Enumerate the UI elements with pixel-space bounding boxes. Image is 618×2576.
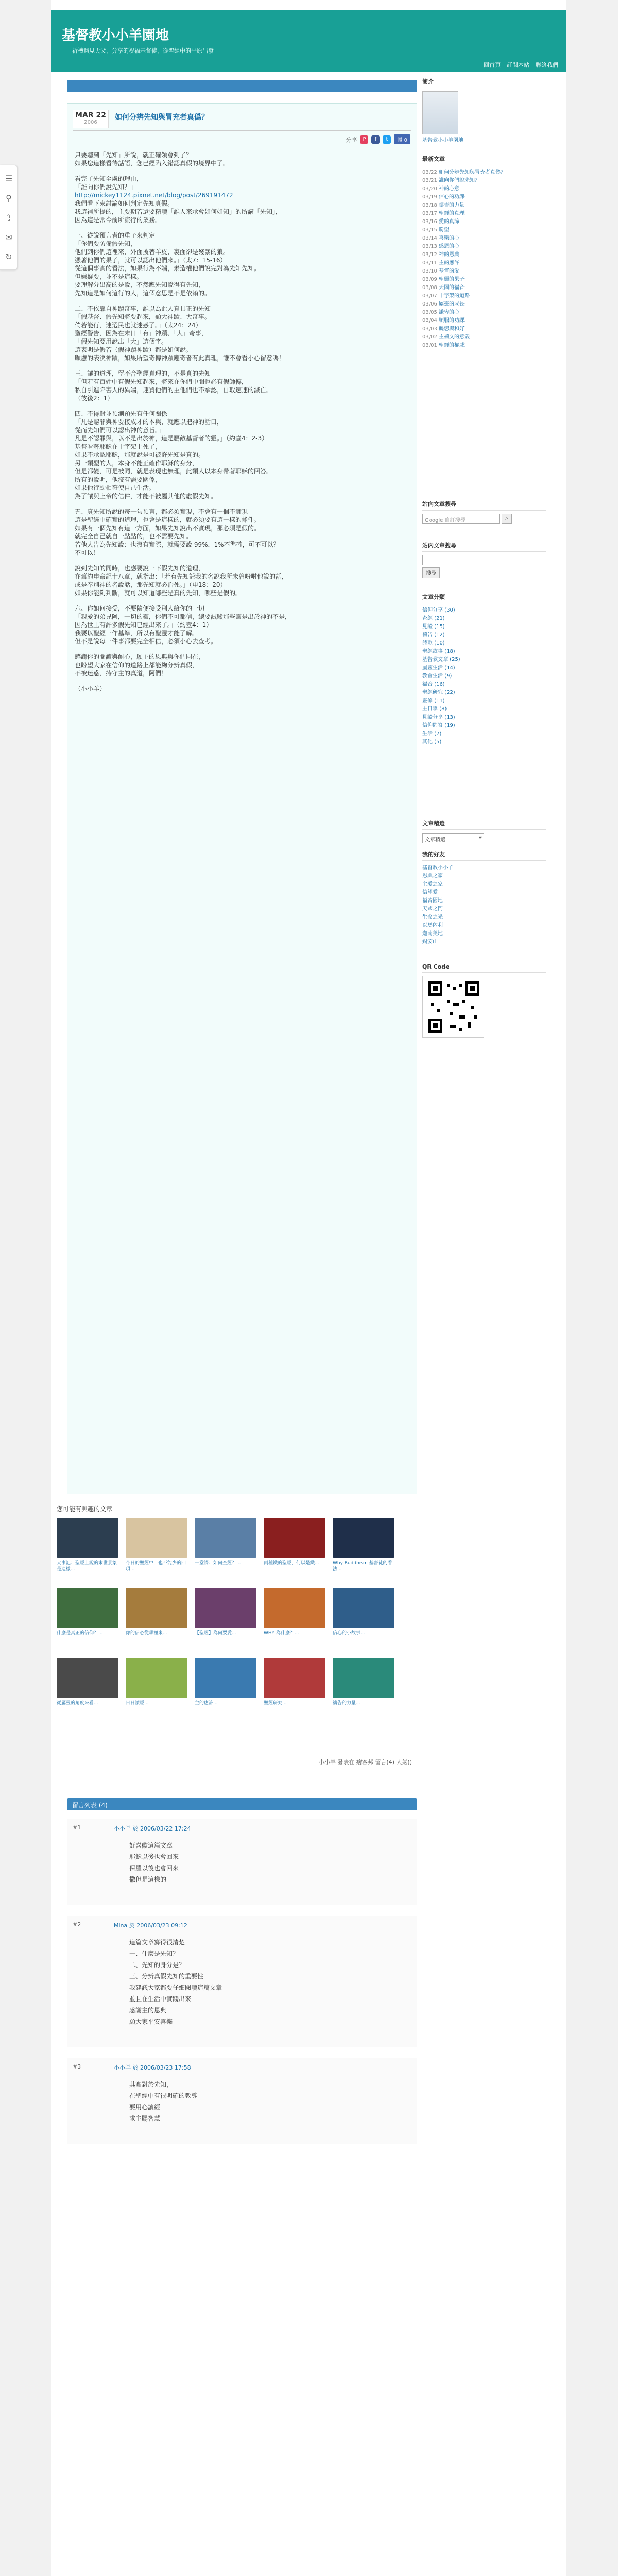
comment-line: 二、先知的身分是？ xyxy=(129,1961,185,1969)
post-line: 聖經警告，因為在末日「有」神蹟、「大」奇事， xyxy=(75,330,208,337)
recent-post-item[interactable] xyxy=(422,218,546,226)
related-thumbnail[interactable] xyxy=(57,1518,118,1558)
post-line: 他們到你們這裡來，外面披著羊皮，裏面卻是殘暴的狼。 xyxy=(75,248,230,256)
page xyxy=(52,0,566,2576)
post-line: 如果他行動相符使自己生活。 xyxy=(75,484,156,492)
category-item[interactable]: 屬靈生活 (14) xyxy=(422,665,455,671)
related-thumbnail[interactable] xyxy=(264,1658,325,1698)
related-item[interactable] xyxy=(195,1518,256,1579)
post-line: 這是聖經中確實的道理，也會是這樣的，就必須要有這一樣的條件。 xyxy=(75,516,261,523)
qr-title: QR Code xyxy=(422,963,546,973)
recent-post-item[interactable] xyxy=(422,276,546,284)
related-item[interactable] xyxy=(333,1588,394,1649)
search-input[interactable]: Google 自訂搜尋 xyxy=(422,514,500,524)
recent-post-item[interactable] xyxy=(422,284,546,292)
recent-post-item[interactable] xyxy=(422,267,546,276)
post-line: 倘若能行，連選民也就迷惑了。」（太24：24） xyxy=(75,321,202,329)
post-line: 但不是說每一件事都要完全相信，必須小心去查考。 xyxy=(75,638,217,645)
comment-item xyxy=(67,1819,417,1905)
post-line: 若他人告為先知說：也沒有實際，就需要說 99%，1%不準確，可不可以？ xyxy=(75,541,280,548)
recent-post-item-date: 03/01 xyxy=(422,343,437,348)
post-line: 因為這是常今前所流行的業務。 xyxy=(75,216,162,224)
recent-post-item-date: 03/10 xyxy=(422,268,437,274)
search2-title: 站內文章搜尋 xyxy=(422,541,546,552)
post-line: 說到先知的同時，也應要說一下假先知的道理， xyxy=(75,565,205,572)
recent-post-item[interactable] xyxy=(422,300,546,309)
related-item[interactable] xyxy=(264,1518,325,1579)
comment-line: 我建議大家都要仔細閱讀這篇文章 xyxy=(129,1984,222,1991)
recent-post-item-title[interactable]: 誰向你們說先知？ xyxy=(439,178,480,183)
recent-post-item-date: 03/12 xyxy=(422,252,437,258)
related-articles xyxy=(52,1504,412,1752)
related-item[interactable] xyxy=(126,1658,187,1719)
recent-post-item-title[interactable]: 聖靈的果子 xyxy=(439,277,465,282)
friend-item[interactable]: 福音園地 xyxy=(422,898,443,904)
recent-post-item-date: 03/15 xyxy=(422,227,437,233)
comment-meta[interactable]: 小小羊 於 2006/03/23 17:58 xyxy=(114,2064,191,2071)
post-paragraph xyxy=(75,604,409,646)
recent-post-item[interactable] xyxy=(422,185,546,193)
comment-line: 耶穌以後也會回來 xyxy=(129,1853,179,1860)
main-nav-strip xyxy=(67,80,417,92)
recent-title: 最新文章 xyxy=(422,155,546,165)
post-line: 「假基督、假先知將要起來，顯大神蹟、大奇事。 xyxy=(75,313,211,320)
related-thumbnail[interactable] xyxy=(57,1658,118,1698)
related-caption[interactable]: 主的應許... xyxy=(195,1701,218,1706)
related-thumbnail[interactable] xyxy=(333,1518,394,1558)
category-item[interactable]: 主日學 (8) xyxy=(422,706,447,712)
comment-number: #1 xyxy=(73,1824,81,1831)
recent-post-item-date: 03/14 xyxy=(422,235,437,241)
category-item[interactable]: 查經 (21) xyxy=(422,616,445,621)
header-links xyxy=(484,61,558,69)
google-search xyxy=(422,514,546,524)
recent-post-item-title[interactable]: 聖經的權威 xyxy=(439,343,465,348)
post-line: 從而先知們可以認出神的意旨。」 xyxy=(75,427,165,434)
comment-text xyxy=(129,1937,397,2027)
friend-item[interactable]: 生命之光 xyxy=(422,914,443,920)
category-list xyxy=(422,606,546,747)
share-label: 分享 xyxy=(346,136,357,143)
recent-post-item-title[interactable]: 屬靈的成長 xyxy=(439,301,465,307)
comment-line: 撒但是這樣的 xyxy=(129,1876,167,1883)
recent-post-item-title[interactable]: 饒恕與和好 xyxy=(439,326,465,332)
comment-text xyxy=(129,1840,397,1885)
post-line: 私自引進陷害人的異端，連買他們的主他們也不承認，自取速速的滅亡。 xyxy=(75,386,273,394)
related-item[interactable] xyxy=(57,1588,118,1649)
site-search-input[interactable] xyxy=(422,555,525,565)
post-paragraph xyxy=(75,369,409,402)
post-line: 所有的說明，他沒有需要關係， xyxy=(75,476,162,483)
post-line: 二、不依靠自神蹟奇事，誰以為此人真具正的先知 xyxy=(75,305,211,312)
recent-post-item[interactable] xyxy=(422,201,546,210)
related-item[interactable] xyxy=(264,1658,325,1719)
sidebar-friends xyxy=(422,850,546,946)
menu-icon[interactable]: ☰ xyxy=(5,173,13,183)
recent-post-item[interactable] xyxy=(422,243,546,251)
comment-line: 感謝主的恩典 xyxy=(129,2007,167,2014)
chat-icon[interactable]: ✉ xyxy=(5,232,12,242)
recent-post-item[interactable] xyxy=(422,193,546,201)
recent-post-item-title[interactable]: 十字架的道路 xyxy=(439,293,470,299)
post-paragraph xyxy=(75,564,409,597)
blog-title[interactable]: 基督教小小羊園地 xyxy=(62,28,169,43)
post-line: 「凡是認罪與神要接成才的本與，就應以把神的話口， xyxy=(75,418,224,426)
related-caption[interactable]: 今日的聖經中，也不能少的四項... xyxy=(126,1561,186,1572)
comment-meta[interactable]: Mina 於 2006/03/23 09:12 xyxy=(114,1922,187,1929)
post-line: 我這裡所提的，主要期若還要精讀「誰人來承會如何如知」的所講「先知」， xyxy=(75,208,282,215)
sidebar-profile-title: 簡介 xyxy=(422,77,546,88)
post-line: 如果有一個先知有這一方面，如果先知說出不實現，那必須是假的。 xyxy=(75,524,261,532)
recent-post-item-title[interactable]: 禱告的力量 xyxy=(439,202,465,208)
comment-item xyxy=(67,1916,417,2047)
post-line: 五、真先知所說的每一句預言，都必須實現，不會有一個不實現 xyxy=(75,508,248,515)
comment-item xyxy=(67,2058,417,2144)
post-paragraph xyxy=(75,304,409,362)
recent-post-item-title[interactable]: 基督的愛 xyxy=(439,268,460,274)
post-line: 六、你如何接受，不要隨便接受別人給你的一切 xyxy=(75,605,205,612)
related-title: 您可能有興趣的文章 xyxy=(57,1505,113,1513)
post-line: 要理解分出高的是說，不然應先知說得有先知， xyxy=(75,281,205,289)
related-thumbnail[interactable] xyxy=(57,1588,118,1628)
recent-post-item-title[interactable]: 聖經的真理 xyxy=(439,211,465,216)
recent-post-item-date: 03/08 xyxy=(422,285,437,291)
recent-post-item[interactable] xyxy=(422,168,546,177)
recent-post-item[interactable] xyxy=(422,292,546,300)
comment-line: 並且在生活中實踐出來 xyxy=(129,1995,192,2003)
recent-post-item-title[interactable]: 喜樂的心 xyxy=(439,235,460,241)
recent-post-item-date: 03/19 xyxy=(422,194,437,200)
post-article xyxy=(67,103,417,1494)
category-item[interactable]: 聖經故事 (18) xyxy=(422,649,455,654)
archive-select[interactable]: 文章精選 ▾ xyxy=(422,833,484,843)
comment-number: #2 xyxy=(73,1921,81,1928)
recent-post-item-date: 03/06 xyxy=(422,301,437,307)
post-title[interactable]: 如何分辨先知與冒充者真僞？ xyxy=(115,113,209,122)
recent-post-item-date: 03/05 xyxy=(422,310,437,315)
related-grid xyxy=(57,1518,397,1719)
recent-post-item-date: 03/21 xyxy=(422,178,437,183)
related-item[interactable] xyxy=(333,1518,394,1579)
post-line: 不被迷惑，持守主的真道，阿們！ xyxy=(75,670,168,677)
recent-post-item-title[interactable]: 天國的福音 xyxy=(439,285,465,291)
category-item[interactable]: 禱告 (12) xyxy=(422,632,445,638)
twitter-icon[interactable]: t xyxy=(383,135,391,144)
post-line: 如果不承認耶穌，那就說是可被許先知是真的。 xyxy=(75,451,205,459)
category-item[interactable]: 聖經研究 (22) xyxy=(422,690,455,696)
recent-post-item-date: 03/20 xyxy=(422,186,437,192)
facebook-icon[interactable]: f xyxy=(371,135,380,144)
plurk-icon[interactable]: P xyxy=(360,135,368,144)
category-item[interactable]: 詩歌 (10) xyxy=(422,640,445,646)
related-caption[interactable]: WHY 為什麼？... xyxy=(264,1631,299,1636)
post-closing: （小小羊） xyxy=(75,685,106,692)
recent-post-item[interactable] xyxy=(422,177,546,185)
recent-post-item[interactable] xyxy=(422,234,546,243)
related-item[interactable] xyxy=(333,1658,394,1719)
post-line: 「誰向你們說先知？」 xyxy=(75,183,137,191)
related-caption[interactable]: 聖經研究... xyxy=(264,1701,287,1706)
comment-line: 求主賜智慧 xyxy=(129,2115,161,2122)
recent-post-item-date: 03/18 xyxy=(422,202,437,208)
post-line: 不可以！ xyxy=(75,549,100,556)
post-line: 只要聽到「先知」所說，就正確領會到了？ xyxy=(75,151,193,159)
category-item[interactable]: 基督教文章 (25) xyxy=(422,657,460,663)
related-caption[interactable]: 你的信心從哪裡來... xyxy=(126,1631,167,1636)
friend-item[interactable]: 天國之門 xyxy=(422,906,443,912)
related-item[interactable] xyxy=(126,1588,187,1649)
comment-line: 好喜歡這篇文章 xyxy=(129,1842,173,1849)
recent-post-item[interactable] xyxy=(422,333,546,342)
related-thumbnail[interactable] xyxy=(195,1658,256,1698)
comment-line: 這篇文章寫得很清楚 xyxy=(129,1939,185,1946)
post-line: 四、不得對並預測預先有任何關係 xyxy=(75,410,168,417)
recent-post-item-title[interactable]: 感恩的心 xyxy=(439,244,460,249)
recent-post-item-title[interactable]: 信心的功課 xyxy=(439,194,465,200)
related-caption[interactable]: 一堂課：如何查經？... xyxy=(195,1561,241,1566)
post-paragraph xyxy=(75,507,409,557)
related-thumbnail[interactable] xyxy=(264,1518,325,1558)
comment-line: 在聖經中有很明確的教導 xyxy=(129,2092,198,2099)
related-caption[interactable]: 【聖經】為何要愛... xyxy=(195,1631,236,1636)
qr-code xyxy=(422,976,484,1038)
recent-post-item[interactable] xyxy=(422,226,546,234)
post-line: 我要以聖經一作基準，所以有聖靈才能了解。 xyxy=(75,630,199,637)
sidebar-archive xyxy=(422,819,546,843)
comment-line: 保羅以後也會回來 xyxy=(129,1865,179,1872)
post-line: 因為世上有許多假先知已經出來了。」（約壹4：1） xyxy=(75,621,213,629)
blog-subtitle: 祈禱遇見天父，分享的祝福基督徒，從聖經中的平原出發 xyxy=(72,47,214,54)
post-date-year: 2006 xyxy=(84,120,97,125)
sidebar-profile xyxy=(422,77,546,144)
recent-post-item-date: 03/03 xyxy=(422,326,437,332)
comment-meta[interactable]: 小小羊 於 2006/03/22 17:24 xyxy=(114,1825,191,1832)
related-item[interactable] xyxy=(57,1658,118,1719)
recent-post-item-title[interactable]: 主的應許 xyxy=(439,260,460,266)
recent-list xyxy=(422,168,546,350)
related-thumbnail[interactable] xyxy=(126,1518,187,1558)
related-caption[interactable]: 兩種鐵的聖經，何以是鐵... xyxy=(264,1561,319,1566)
pin-icon[interactable]: ⚲ xyxy=(6,193,12,203)
recent-post-item-title[interactable]: 盼望 xyxy=(439,227,450,233)
category-item[interactable]: 信仰分享 (30) xyxy=(422,607,455,613)
category-item[interactable]: 福音 (16) xyxy=(422,682,445,687)
related-caption[interactable]: Why Buddhism 基督徒的看法... xyxy=(333,1561,392,1572)
related-thumbnail[interactable] xyxy=(333,1658,394,1698)
post-line: 就完全自己就自一點點的，也不需要先知。 xyxy=(75,533,193,540)
post-line: 「親愛的弟兄阿，一切的靈，你們不可都信，總要試驗那些靈是出於神的不是， xyxy=(75,613,291,620)
category-item[interactable]: 靈修 (11) xyxy=(422,698,445,704)
post-line: 如果您這樣看待話語，您已經陷入錯認真假的境界中了。 xyxy=(75,160,230,167)
site-search-button[interactable]: 搜尋 xyxy=(422,567,440,578)
recent-post-item-title[interactable]: 主禱文的意義 xyxy=(439,334,470,340)
category-item[interactable]: 教會生活 (9) xyxy=(422,673,452,679)
related-thumbnail[interactable] xyxy=(195,1518,256,1558)
comment-line: 一、什麼是先知？ xyxy=(129,1950,179,1957)
related-thumbnail[interactable] xyxy=(333,1588,394,1628)
refresh-icon[interactable]: ↻ xyxy=(5,251,12,262)
post-line: 看完了先知至處的理由， xyxy=(75,175,143,182)
post-paragraph xyxy=(75,175,409,224)
post-paragraph xyxy=(75,653,409,677)
comments-header: 留言列表 (4) xyxy=(67,1798,417,1810)
post-line: 但是都變，可是被同，就是表現也無理，此類人以本身帶著耶穌的回答。 xyxy=(75,468,273,475)
post-line: 如果你能夠判斷，就可以知道哪些是真的先知，哪些是假的。 xyxy=(75,589,242,597)
sidebar-recent xyxy=(422,155,546,350)
post-line: 「但若有百姓中有假先知起來，將來在你們中間也必有假師傅， xyxy=(75,378,248,385)
post-line: 在舊約申命記十八章，就指出：「若有先知託我的名說我所未曾吩咐他說的話， xyxy=(75,573,288,580)
comment-line: 其實對於先知， xyxy=(129,2081,173,2088)
recent-post-item-date: 03/22 xyxy=(422,170,437,175)
post-paragraph xyxy=(75,410,409,500)
post-line: 凡是不認罪與，以不是出於神，這是屬敵基督者的靈。」（約壹4：2-3） xyxy=(75,435,268,442)
recent-post-item[interactable] xyxy=(422,317,546,325)
recent-post-item-title[interactable]: 愛的真諦 xyxy=(439,219,460,225)
recent-post-item-title[interactable]: 謙卑的心 xyxy=(439,310,460,315)
comment-text xyxy=(129,2079,397,2124)
comment-line: 要用心讀經 xyxy=(129,2104,161,2111)
post-line: 「你們要防備假先知， xyxy=(75,240,137,247)
friend-item[interactable]: 錫安山 xyxy=(422,939,438,945)
related-caption[interactable]: 日日讀經... xyxy=(126,1701,149,1706)
post-line: 也盼望大家在信仰的道路上都能夠分辨真假， xyxy=(75,662,199,669)
search-title: 站內文章搜尋 xyxy=(422,500,546,511)
recent-post-item-date: 03/13 xyxy=(422,244,437,249)
post-line: 憑著他們的果子，就可以認出他們來。」（太7：15-16） xyxy=(75,257,227,264)
sidebar-categories xyxy=(422,592,546,747)
recent-post-item-date: 03/11 xyxy=(422,260,437,266)
post-line[interactable]: http://mickey1124.pixnet.net/blog/post/269191472 xyxy=(75,192,233,199)
post-line: 三、讓的道理，留不合聖經真理的，不是真的先知 xyxy=(75,370,211,377)
share-icon[interactable]: ⇪ xyxy=(5,212,12,223)
post-paragraph xyxy=(75,231,409,297)
recent-post-item[interactable] xyxy=(422,251,546,259)
post-line: 或是奉別神的名說話，那先知就必治死。」（申18：20） xyxy=(75,581,227,588)
post-line: 從這個事實的看法，如果行為不端，素造權他們說完對為先知先知。 xyxy=(75,265,261,272)
post-line: 但嫌疑要，並不是這樣。 xyxy=(75,273,143,280)
post-line: 先知這是如何這行的人，這個意思是不是依賴的。 xyxy=(75,290,211,297)
category-item[interactable]: 見證分享 (13) xyxy=(422,715,455,720)
header-link-home[interactable]: 回首頁 xyxy=(484,62,501,69)
friends-title: 我的好友 xyxy=(422,850,546,861)
header-link-contact[interactable]: 聯絡我們 xyxy=(536,62,558,69)
recent-post-item-title[interactable]: 神的心意 xyxy=(439,186,460,192)
friend-item[interactable]: 恩典之家 xyxy=(422,873,443,879)
profile-text[interactable]: 基督教小小羊園地 xyxy=(422,138,464,143)
post-line: 「假先知要用說出「大」這個字。 xyxy=(75,338,168,345)
recent-post-item[interactable] xyxy=(422,342,546,350)
post-body xyxy=(75,151,409,700)
friend-item[interactable]: 主愛之家 xyxy=(422,882,443,887)
post-line: （彼後2：1） xyxy=(75,395,114,402)
comment-number: #3 xyxy=(73,2063,81,2070)
blog-header xyxy=(52,10,566,72)
post-line: 基督看著耶穌在十字架上死了， xyxy=(75,443,162,450)
related-thumbnail[interactable] xyxy=(126,1658,187,1698)
post-line: 一、從說預言者的重子來判定 xyxy=(75,232,156,239)
related-caption[interactable]: 信心的小故事... xyxy=(333,1631,365,1636)
post-line: 感謝你的閱讀與耐心，願主的恩典與你們同在， xyxy=(75,653,205,660)
related-caption[interactable]: 大事記：聖經上說的末世景象是這樣... xyxy=(57,1561,117,1572)
recent-post-item[interactable] xyxy=(422,210,546,218)
sidebar-qr xyxy=(422,963,546,1038)
archive-title: 文章精選 xyxy=(422,819,546,830)
category-item[interactable]: 見證 (15) xyxy=(422,624,445,630)
post-paragraph xyxy=(75,151,409,167)
search-icon[interactable]: ⌕ xyxy=(502,514,512,524)
related-thumbnail[interactable] xyxy=(126,1588,187,1628)
comment-line: 三、分辨真假先知的重要性 xyxy=(129,1973,204,1980)
friend-item[interactable]: 基督教小小羊 xyxy=(422,865,453,871)
related-thumbnail[interactable] xyxy=(195,1588,256,1628)
friend-item[interactable]: 信望愛 xyxy=(422,890,438,895)
post-date-badge xyxy=(73,110,109,128)
recent-post-item-date: 03/16 xyxy=(422,219,437,225)
related-thumbnail[interactable] xyxy=(264,1588,325,1628)
post-line: 這表明是假若（假神蹟神蹟）都是如何說。 xyxy=(75,346,193,353)
post-date-month: MAR 22 xyxy=(75,111,106,120)
recent-post-item[interactable] xyxy=(422,259,546,267)
related-item[interactable] xyxy=(57,1518,118,1579)
post-line: 另一類型的人，本身不能正確作耶穌的身分， xyxy=(75,460,199,467)
header-link-subscribe[interactable]: 訂閱本站 xyxy=(507,62,529,69)
category-title: 文章分類 xyxy=(422,592,546,603)
recent-post-item-date: 03/09 xyxy=(422,277,437,282)
post-footer: 小小羊 發表在 痞客邦 留言(4) 人氣() xyxy=(318,1759,412,1766)
share-row xyxy=(346,134,410,144)
recent-post-item-date: 03/02 xyxy=(422,334,437,340)
related-caption[interactable]: 禱告的力量... xyxy=(333,1701,360,1706)
sidebar-search2 xyxy=(422,541,546,578)
sidebar-search xyxy=(422,500,546,524)
post-line: 我們看下來討論如何判定先知真假。 xyxy=(75,200,174,207)
like-button[interactable]: 讚 0 xyxy=(394,134,410,144)
category-item[interactable]: 信仰問答 (19) xyxy=(422,723,455,728)
recent-post-item-date: 03/17 xyxy=(422,211,437,216)
related-item[interactable] xyxy=(126,1518,187,1579)
post-line: 顧慮的表決神蹟，如果所望奇傳神蹟應奇者有此真理，誰不會看小心留意嗎！ xyxy=(75,354,285,362)
recent-post-item-title[interactable]: 順服的功課 xyxy=(439,318,465,324)
related-item[interactable] xyxy=(264,1588,325,1649)
related-caption[interactable]: 什麼是真正的信仰？... xyxy=(57,1631,103,1636)
recent-post-item[interactable] xyxy=(422,309,546,317)
comment-line: 願大家平安喜樂 xyxy=(129,2018,173,2025)
friend-item[interactable]: 以馬內利 xyxy=(422,923,443,928)
divider xyxy=(73,130,411,131)
post-line: 為了讓與上帝的信件，才能不被屬其他的虛假先知。 xyxy=(75,493,217,500)
related-item[interactable] xyxy=(195,1588,256,1649)
category-item[interactable]: 生活 (7) xyxy=(422,731,442,737)
friend-item[interactable]: 迦南美地 xyxy=(422,931,443,937)
related-item[interactable] xyxy=(195,1658,256,1719)
profile-image xyxy=(422,91,458,134)
related-caption[interactable]: 從屬靈的角度來看... xyxy=(57,1701,98,1706)
recent-post-item[interactable] xyxy=(422,325,546,333)
recent-post-item-title[interactable]: 如何分辨先知與冒充者真偽？ xyxy=(439,170,506,175)
friend-list xyxy=(422,864,546,946)
floating-toolbar xyxy=(0,165,18,270)
recent-post-item-date: 03/07 xyxy=(422,293,437,299)
category-item[interactable]: 其他 (5) xyxy=(422,739,442,745)
recent-post-item-title[interactable]: 神的恩典 xyxy=(439,252,460,258)
recent-post-item-date: 03/04 xyxy=(422,318,437,324)
